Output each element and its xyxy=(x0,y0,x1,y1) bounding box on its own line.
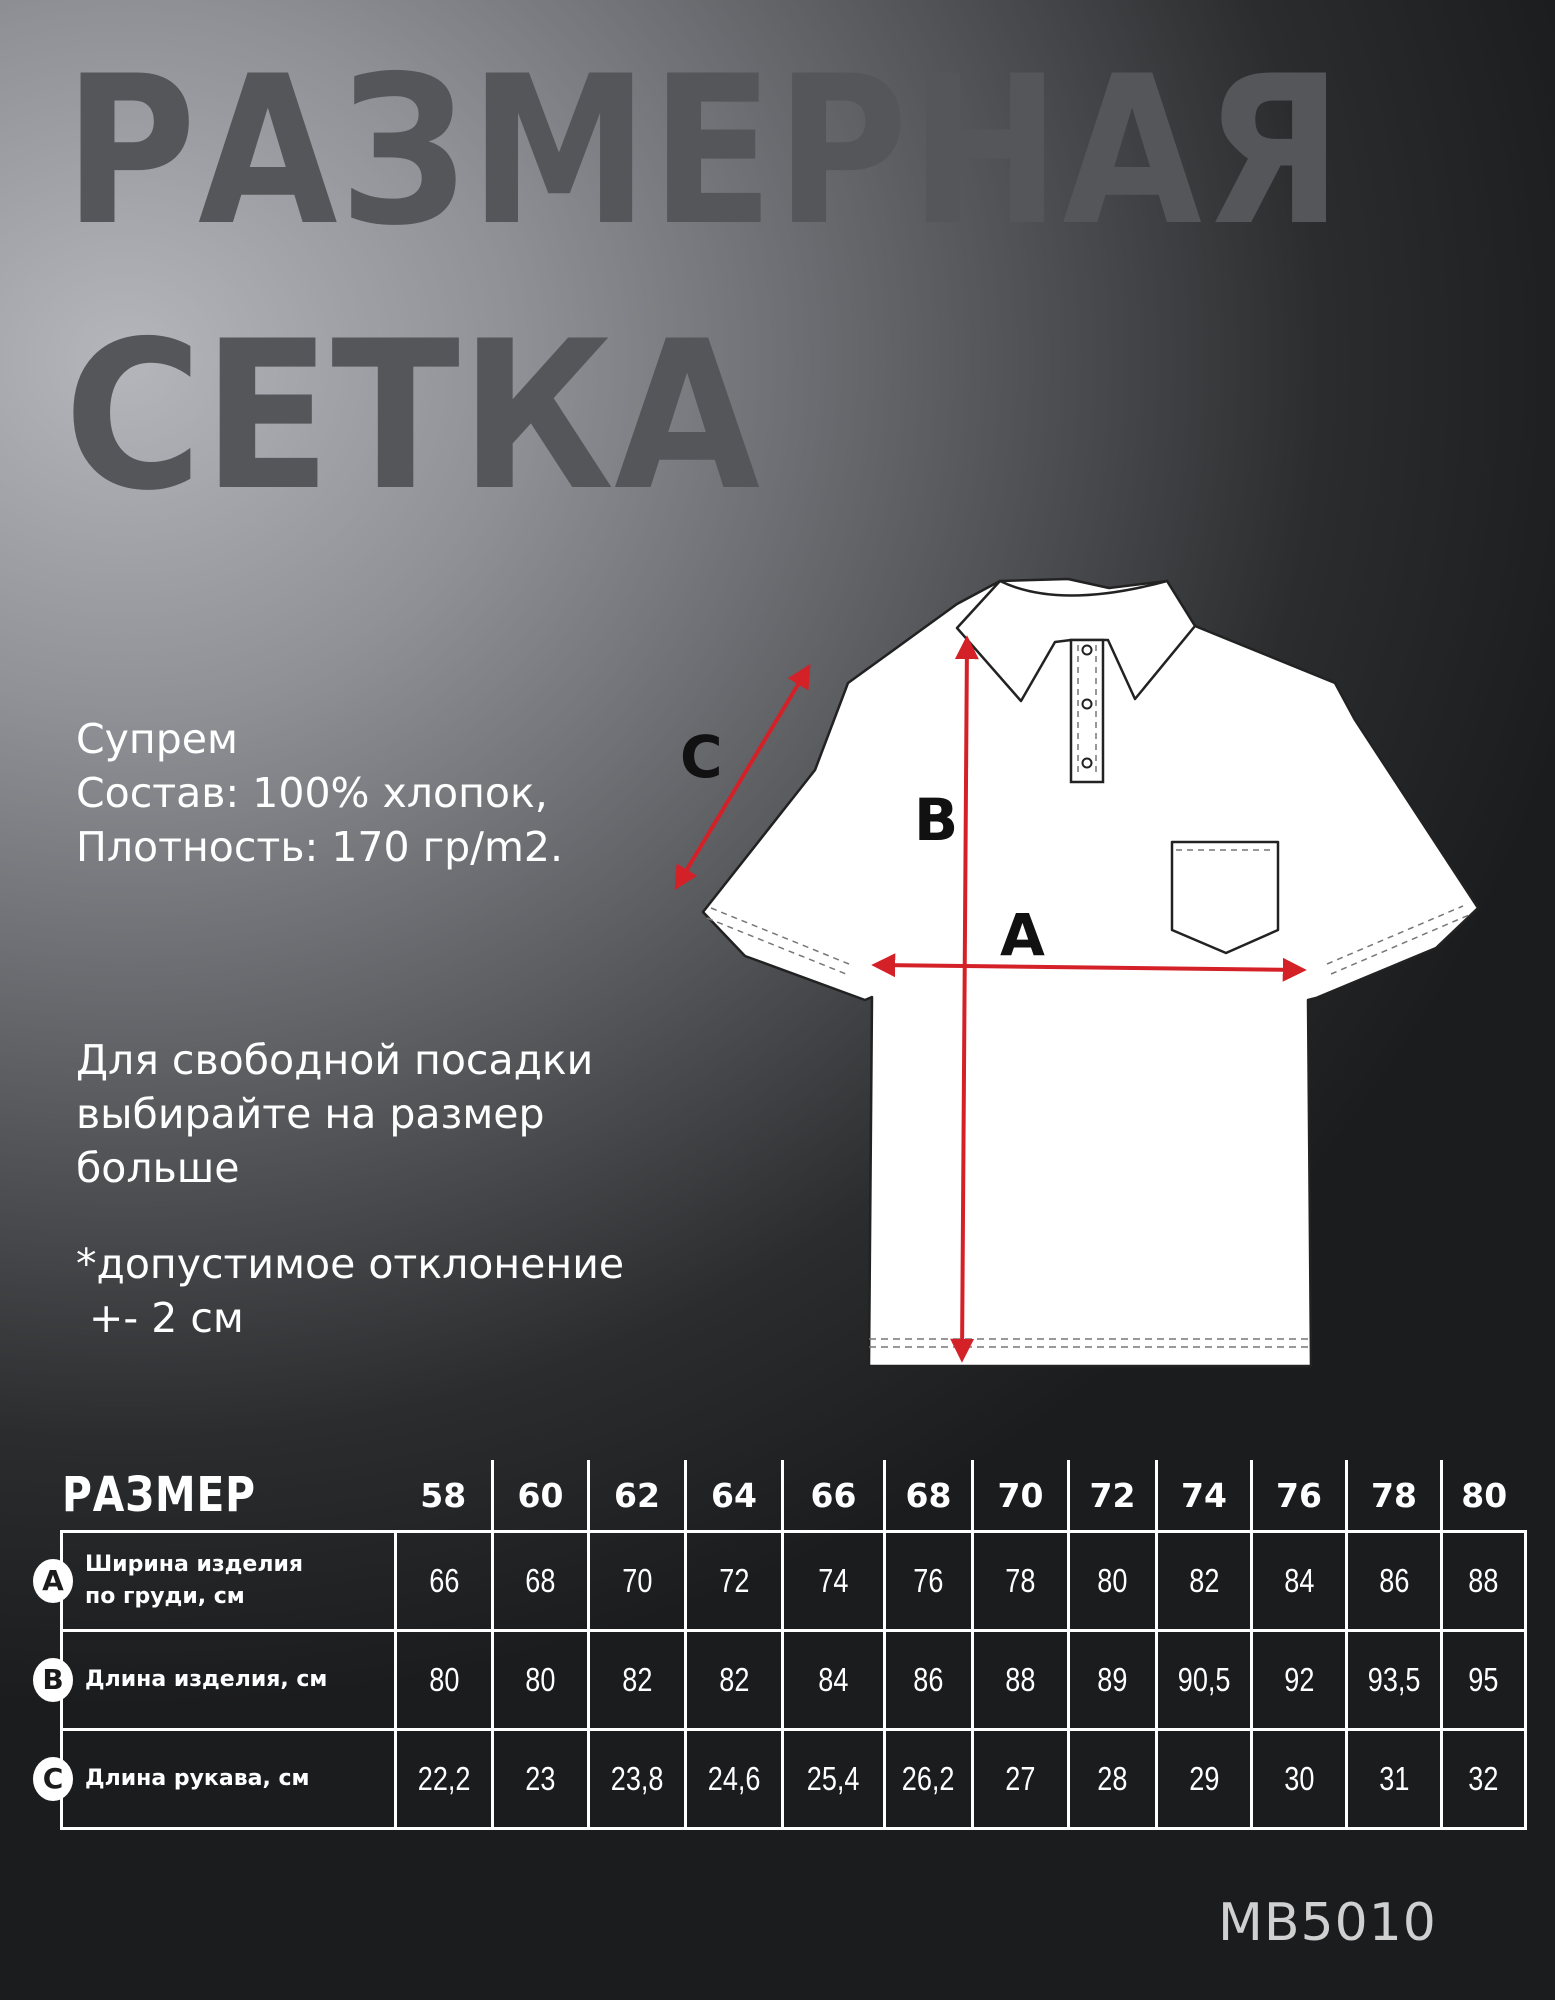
fabric-composition: Состав: 100% хлопок, xyxy=(76,769,548,817)
table-cell: 88 xyxy=(973,1631,1069,1730)
page-title-line-2: СЕТКА xyxy=(64,298,761,536)
table-cell: 84 xyxy=(1252,1532,1347,1631)
table-cell: 78 xyxy=(973,1532,1069,1631)
table-cell: 76 xyxy=(885,1532,973,1631)
table-cell: 74 xyxy=(783,1532,885,1631)
size-62: 62 xyxy=(589,1460,686,1532)
size-header-label: РАЗМЕР xyxy=(62,1460,396,1532)
table-cell: 27 xyxy=(973,1730,1069,1829)
label-a: A xyxy=(1000,901,1045,969)
table-cell: 82 xyxy=(1157,1532,1252,1631)
table-cell: 82 xyxy=(686,1631,783,1730)
table-cell: 86 xyxy=(1347,1532,1442,1631)
size-68: 68 xyxy=(885,1460,973,1532)
table-cell: 88 xyxy=(1442,1532,1526,1631)
table-cell: 68 xyxy=(493,1532,589,1631)
fabric-name: Супрем xyxy=(76,715,238,763)
badge-c: C xyxy=(33,1757,73,1801)
size-60: 60 xyxy=(493,1460,589,1532)
badge-b: B xyxy=(33,1658,73,1702)
table-row-sleeve xyxy=(62,1730,1526,1829)
size-78: 78 xyxy=(1347,1460,1442,1532)
size-72: 72 xyxy=(1069,1460,1157,1532)
table-cell: 25,4 xyxy=(783,1730,885,1829)
size-header-row xyxy=(62,1460,1526,1532)
tolerance-line-2: +- 2 см xyxy=(76,1294,244,1342)
size-64: 64 xyxy=(686,1460,783,1532)
table-cell: 66 xyxy=(396,1532,493,1631)
table-cell: 72 xyxy=(686,1532,783,1631)
table-cell: 32 xyxy=(1442,1730,1526,1829)
size-70: 70 xyxy=(973,1460,1069,1532)
polo-shirt-diagram xyxy=(660,570,1500,1370)
table-row-chest-width xyxy=(62,1532,1526,1631)
table-cell: 86 xyxy=(885,1631,973,1730)
row-label-a-line-1: Ширина изделия xyxy=(85,1552,304,1577)
article-number: MB5010 xyxy=(1218,1893,1437,1953)
table-cell: 22,2 xyxy=(396,1730,493,1829)
table-row-length xyxy=(62,1631,1526,1730)
fit-advice-line-2: выбирайте на размер xyxy=(76,1090,545,1138)
table-cell: 80 xyxy=(396,1631,493,1730)
table-cell: 80 xyxy=(1069,1532,1157,1631)
size-74: 74 xyxy=(1157,1460,1252,1532)
table-cell: 90,5 xyxy=(1157,1631,1252,1730)
table-cell: 92 xyxy=(1252,1631,1347,1730)
size-chart-table xyxy=(42,1460,1527,1830)
size-76: 76 xyxy=(1252,1460,1347,1532)
row-label-b-line-1: Длина изделия, см xyxy=(85,1667,328,1692)
table-cell: 26,2 xyxy=(885,1730,973,1829)
table-cell: 30 xyxy=(1252,1730,1347,1829)
badge-a: A xyxy=(33,1559,73,1603)
row-label-c xyxy=(42,1730,396,1829)
table-cell: 70 xyxy=(589,1532,686,1631)
row-label-a-line-2: по груди, см xyxy=(85,1584,245,1609)
fabric-info xyxy=(76,712,563,874)
fit-advice-line-3: больше xyxy=(76,1144,240,1192)
tolerance-line-1: *допустимое отклонение xyxy=(76,1240,625,1288)
size-58: 58 xyxy=(396,1460,493,1532)
size-66: 66 xyxy=(783,1460,885,1532)
fabric-density: Плотность: 170 гр/m2. xyxy=(76,823,564,871)
table-cell: 31 xyxy=(1347,1730,1442,1829)
row-label-c-line-1: Длина рукава, см xyxy=(85,1766,310,1791)
table-cell: 29 xyxy=(1157,1730,1252,1829)
fit-advice xyxy=(76,1033,593,1195)
table-cell: 23,8 xyxy=(589,1730,686,1829)
page-title-line-1: РАЗМЕРНАЯ xyxy=(64,33,1345,271)
table-cell: 82 xyxy=(589,1631,686,1730)
table-cell: 84 xyxy=(783,1631,885,1730)
size-80: 80 xyxy=(1442,1460,1526,1532)
table-cell: 28 xyxy=(1069,1730,1157,1829)
row-label-a xyxy=(42,1532,396,1631)
table-cell: 24,6 xyxy=(686,1730,783,1829)
table-cell: 23 xyxy=(493,1730,589,1829)
row-label-b xyxy=(42,1631,396,1730)
table-cell: 80 xyxy=(493,1631,589,1730)
tolerance-note xyxy=(76,1237,624,1345)
label-c: C xyxy=(680,723,723,791)
label-b: B xyxy=(914,786,959,854)
fit-advice-line-1: Для свободной посадки xyxy=(76,1036,594,1084)
shirt-outline xyxy=(703,579,1478,1366)
table-cell: 89 xyxy=(1069,1631,1157,1730)
table-cell: 95 xyxy=(1442,1631,1526,1730)
table-cell: 93,5 xyxy=(1347,1631,1442,1730)
